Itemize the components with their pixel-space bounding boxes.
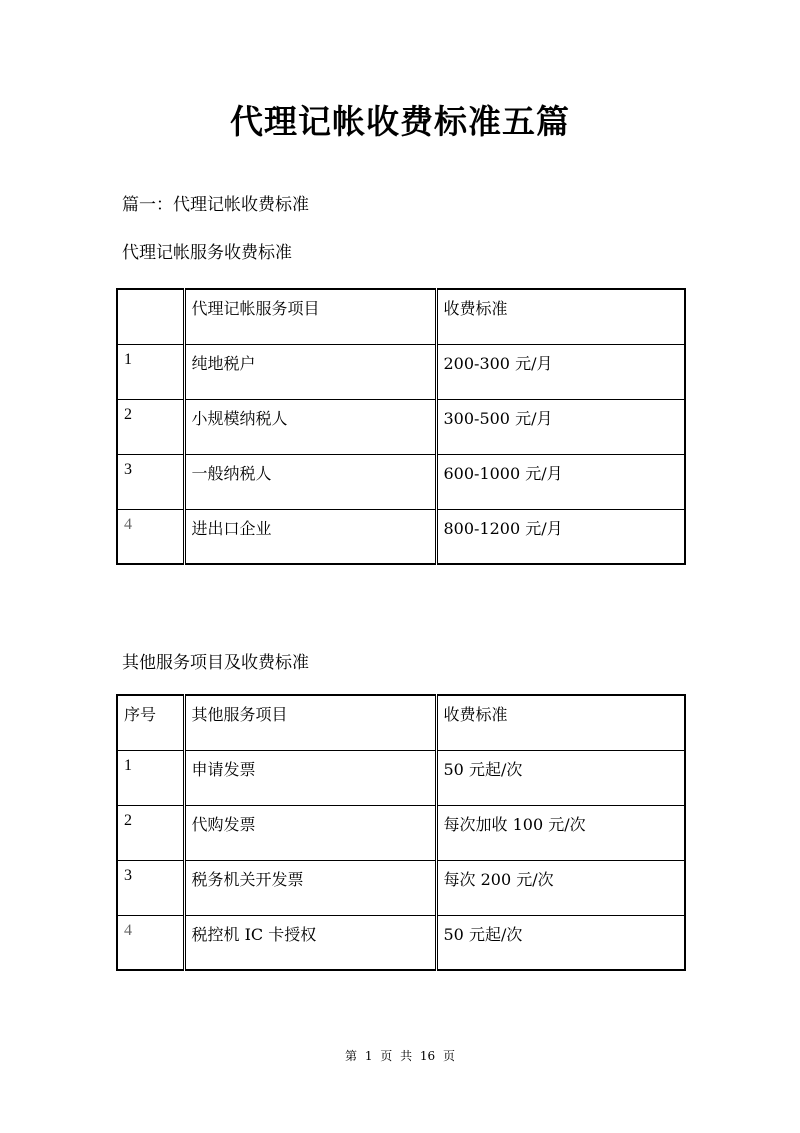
row-fee: 600-1000 元/月	[436, 454, 685, 509]
header-cell-fee: 收费标准	[436, 289, 685, 344]
row-fee: 800-1200 元/月	[436, 509, 685, 564]
row-fee: 200-300 元/月	[436, 344, 685, 399]
table-row	[117, 860, 685, 915]
row-index: 2	[117, 399, 184, 454]
table-row	[117, 915, 685, 970]
table-header-row	[117, 695, 685, 750]
row-service: 一般纳税人	[184, 454, 436, 509]
table-row	[117, 750, 685, 805]
row-service: 小规模纳税人	[184, 399, 436, 454]
row-fee: 300-500 元/月	[436, 399, 685, 454]
table-row	[117, 399, 685, 454]
row-index: 4	[117, 915, 184, 970]
table-row	[117, 344, 685, 399]
row-service: 税务机关开发票	[184, 860, 436, 915]
section1-subheading: 代理记帐服务收费标准	[122, 243, 292, 263]
header-cell-service: 其他服务项目	[184, 695, 436, 750]
bookkeeping-fee-table	[116, 288, 686, 565]
document-title: 代理记帐收费标准五篇	[230, 102, 570, 141]
row-index: 1	[117, 750, 184, 805]
page-footer: 第 1 页 共 16 页	[345, 1049, 455, 1063]
header-cell-service: 代理记帐服务项目	[184, 289, 436, 344]
other-services-fee-table	[116, 694, 686, 971]
table-row	[117, 454, 685, 509]
row-service: 纯地税户	[184, 344, 436, 399]
row-index: 3	[117, 860, 184, 915]
row-index: 2	[117, 805, 184, 860]
row-service: 税控机 IC 卡授权	[184, 915, 436, 970]
section1-heading: 篇一：代理记帐收费标准	[122, 195, 309, 215]
table-row	[117, 509, 685, 564]
header-cell-index	[117, 289, 184, 344]
row-index: 4	[117, 509, 184, 564]
row-service: 进出口企业	[184, 509, 436, 564]
header-cell-index: 序号	[117, 695, 184, 750]
section2-heading: 其他服务项目及收费标准	[122, 653, 309, 673]
row-fee: 每次 200 元/次	[436, 860, 685, 915]
row-index: 3	[117, 454, 184, 509]
header-cell-fee: 收费标准	[436, 695, 685, 750]
row-service: 申请发票	[184, 750, 436, 805]
row-fee: 每次加收 100 元/次	[436, 805, 685, 860]
table-header-row	[117, 289, 685, 344]
row-index: 1	[117, 344, 184, 399]
table-row	[117, 805, 685, 860]
row-fee: 50 元起/次	[436, 750, 685, 805]
row-service: 代购发票	[184, 805, 436, 860]
row-fee: 50 元起/次	[436, 915, 685, 970]
